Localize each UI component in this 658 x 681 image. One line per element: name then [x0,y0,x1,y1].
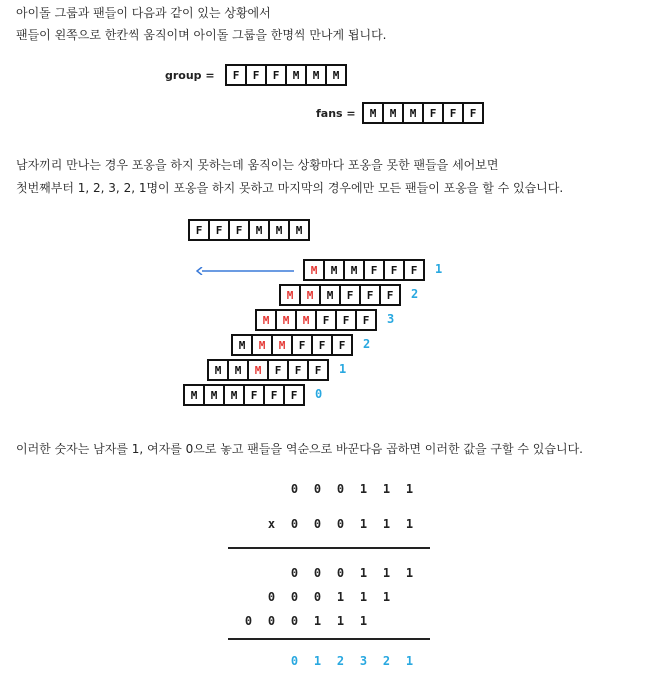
sequence-cell: M [325,64,347,86]
sequence-cell: F [245,64,267,86]
sequence-cell: F [355,309,377,331]
sequence-cell: M [255,309,277,331]
digit: 1 [382,566,391,580]
fans-step-row [279,284,399,306]
digit: 1 [313,654,322,668]
sequence-cell: F [331,334,353,356]
sequence-cell: F [363,259,385,281]
sequence-cell: F [335,309,357,331]
unhugged-count: 2 [411,287,419,301]
sequence-cell: M [251,334,273,356]
sequence-cell: M [285,64,307,86]
digit: 3 [359,654,368,668]
digit: 0 [313,566,322,580]
digit: 0 [336,566,345,580]
digit: 0 [313,590,322,604]
sequence-cell: M [203,384,225,406]
sequence-cell: F [311,334,333,356]
partial-product-row [283,566,421,580]
digit: 0 [290,566,299,580]
sequence-cell: F [243,384,265,406]
sequence-cell: F [287,359,309,381]
digit: 2 [336,654,345,668]
sequence-cell: M [279,284,301,306]
sequence-cell: F [228,219,250,241]
digit: 0 [290,590,299,604]
sequence-cell: M [271,334,293,356]
sequence-cell: M [227,359,249,381]
sequence-cell: F [442,102,464,124]
sequence-cell: M [247,359,269,381]
digit: 1 [405,654,414,668]
sequence-cell: M [288,219,310,241]
digit: 0 [290,482,299,496]
sequence-cell: M [305,64,327,86]
partial-product-row [237,614,375,628]
digit: 0 [290,654,299,668]
sequence-cell: F [339,284,361,306]
sequence-cell: M [323,259,345,281]
unhugged-count: 1 [339,362,347,376]
sum-line [228,547,430,549]
digit: 1 [359,566,368,580]
digit: 1 [359,517,368,531]
sequence-cell: F [263,384,285,406]
sequence-cell: M [231,334,253,356]
sequence-cell: M [207,359,229,381]
digit: 1 [382,590,391,604]
digit: 0 [290,614,299,628]
sequence-cell: M [299,284,321,306]
unhugged-count: 0 [315,387,323,401]
digit: 0 [313,517,322,531]
diagram-group-row [188,219,308,241]
digit: 1 [359,614,368,628]
digit: 2 [382,654,391,668]
digit: 1 [382,517,391,531]
intro-line-1: 아이돌 그룹과 팬들이 다음과 같이 있는 상황에서 [16,6,271,20]
sequence-cell: M [268,219,290,241]
sequence-cell: M [402,102,424,124]
sequence-cell: F [422,102,444,124]
digit: 0 [267,590,276,604]
sequence-cell: F [462,102,484,124]
fans-label: fans = [316,107,356,120]
sequence-cell: F [283,384,305,406]
conclusion-text: 이러한 숫자는 남자를 1, 여자를 0으로 놓고 팬들을 역순으로 바꾼다음 곱하면 이러한 값을 구할 수 있습니다. [16,442,583,456]
digit: 1 [359,482,368,496]
sequence-cell: M [183,384,205,406]
digit: 1 [336,590,345,604]
sequence-cell: M [382,102,404,124]
digit: 1 [382,482,391,496]
sequence-cell: M [223,384,245,406]
fans-step-row [207,359,327,381]
digit: 0 [267,614,276,628]
digit: 0 [244,614,253,628]
sequence-cell: F [267,359,289,381]
sequence-cell: M [343,259,365,281]
digit: 1 [313,614,322,628]
sequence-cell: M [362,102,384,124]
sequence-cell: F [307,359,329,381]
operand-1-row [283,482,421,496]
explain-line-1: 남자끼리 만나는 경우 포옹을 하지 못하는데 움직이는 상황마다 포옹을 못한 팬들을 세어보면 [16,158,499,172]
digit: 1 [405,566,414,580]
fans-step-row [255,309,375,331]
fans-sequence [362,102,482,124]
sequence-cell: M [303,259,325,281]
sequence-cell: M [319,284,341,306]
explain-line-2: 첫번째부터 1, 2, 3, 2, 1명이 포옹을 하지 못하고 마지막의 경우에만 모든 팬들이 포옹을 할 수 있습니다. [16,181,564,195]
sequence-cell: M [275,309,297,331]
digit: 0 [290,517,299,531]
result-row [283,654,421,668]
sequence-cell: F [315,309,337,331]
sequence-cell: M [248,219,270,241]
intro-line-2: 팬들이 왼쪽으로 한칸씩 움직이며 아이돌 그룹을 한명씩 만나게 됩니다. [16,28,387,42]
digit: 0 [336,482,345,496]
fans-step-row [183,384,303,406]
digit: 0 [313,482,322,496]
sequence-cell: F [208,219,230,241]
sequence-cell: F [265,64,287,86]
digit: 1 [336,614,345,628]
sequence-cell: F [188,219,210,241]
sequence-cell: F [359,284,381,306]
sequence-cell: F [403,259,425,281]
fans-step-row [303,259,423,281]
digit: 1 [405,517,414,531]
sequence-cell: M [295,309,317,331]
digit: 1 [359,590,368,604]
digit: 0 [336,517,345,531]
group-label: group = [165,69,215,82]
operand-2-row [260,517,421,531]
multiply-operator: x [267,517,276,531]
sequence-cell: F [383,259,405,281]
unhugged-count: 1 [435,262,443,276]
unhugged-count: 3 [387,312,395,326]
partial-product-row [260,590,398,604]
sequence-cell: F [379,284,401,306]
result-line [228,638,430,640]
fans-step-row [231,334,351,356]
group-sequence [225,64,345,86]
digit: 1 [405,482,414,496]
sequence-cell: F [225,64,247,86]
unhugged-count: 2 [363,337,371,351]
move-left-arrow-icon [196,267,294,275]
sequence-cell: F [291,334,313,356]
